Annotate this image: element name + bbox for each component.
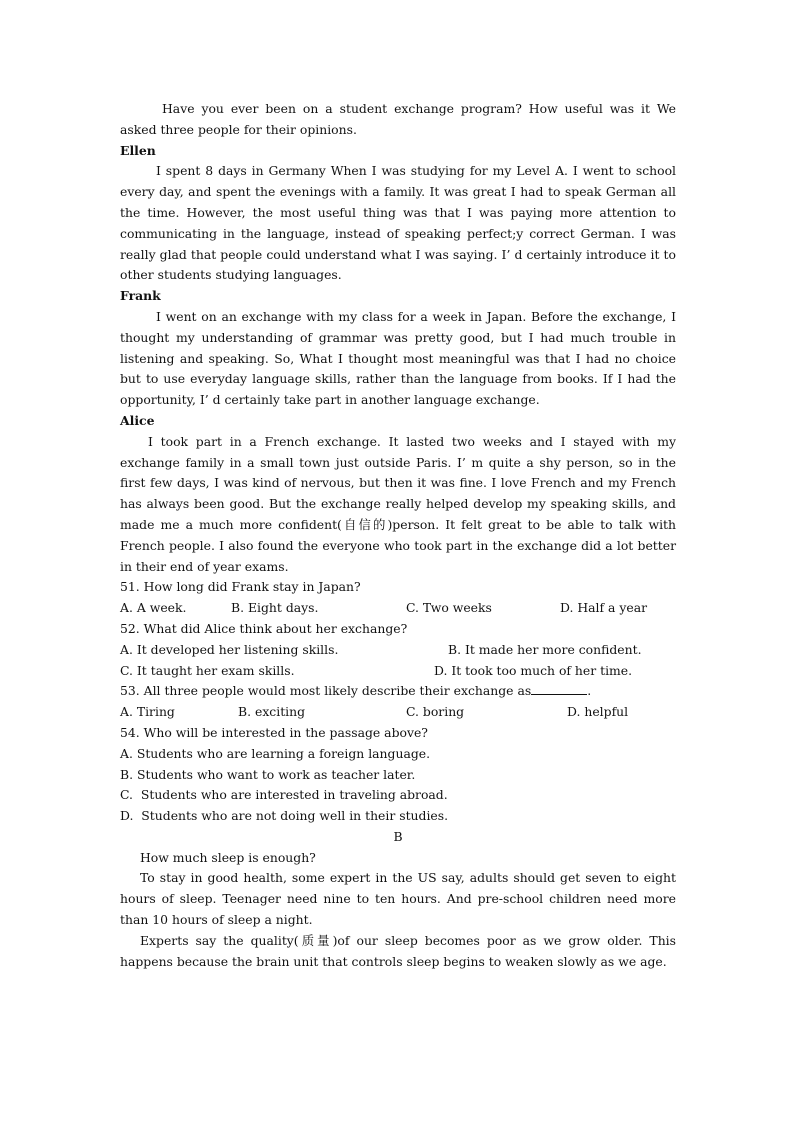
speaker-ellen: Ellen — [120, 142, 156, 158]
frank-paragraph: I went on an exchange with my class for a week in Japan. Before the exchange, I thought my understanding of grammar was pretty good, but I had much trouble in listening and speaking. So, What I thought most meaningful was that I had no choice but to use everyday language skills, rather than the language from books. If I had the opportunity, I’ d certainly take part in another language exchange. — [120, 308, 676, 408]
question-51-option-d: D. Half a year — [560, 600, 648, 616]
question-53-stem — [120, 681, 676, 702]
question-51-stem: 51. How long did Frank stay in Japan? — [120, 579, 361, 595]
question-51-option-a: A. A week. — [120, 600, 187, 616]
ellen-paragraph: I spent 8 days in Germany When I was studying for my Level A. I went to school every day, and spent the evenings with a family. It was great I had to speak German all the time. However, the most useful thing was that I was paying more attention to communicating in the language, instead of speaking perfect;y correct German. I was really glad that people could understand what I was saying. I’ d certainly introduce it to other students studying languages. — [120, 163, 676, 283]
speaker-alice: Alice — [120, 412, 155, 428]
question-52-options-row1 — [120, 640, 676, 661]
question-53-option-a: A. Tiring — [120, 704, 175, 720]
passage-b-paragraph-2: Experts say the quality(质量)of our sleep becomes poor as we grow older. This happens because the brain unit that controls sleep begins to weaken slowly as we age. — [120, 932, 676, 969]
document-page — [120, 99, 676, 972]
question-51-option-b: B. Eight days. — [231, 600, 319, 616]
question-53-options — [120, 702, 676, 723]
passage-b-label: B — [393, 828, 403, 844]
question-52-option-b: B. It made her more confident. — [448, 641, 642, 657]
passage-b-title: How much sleep is enough? — [140, 849, 316, 865]
question-53-option-d: D. helpful — [567, 704, 629, 720]
question-54-option-b: B. Students who want to work as teacher later. — [120, 766, 416, 782]
alice-paragraph: I took part in a French exchange. It lasted two weeks and I stayed with my exchange family in a small town just outside Paris. I’ m quite a shy person, so in the first few days, I was kind of nervous, but then it was fine. I love French and my French has always been good. But the exchange really helped develop my speaking skills, and made me a much more confident(自信的)person. It felt great to be able to talk with French people. I also found the everyone who took part in the exchange did a lot better in their end of year exams. — [120, 433, 676, 574]
question-52-stem: 52. What did Alice think about her exchange? — [120, 620, 408, 636]
speaker-frank: Frank — [120, 288, 161, 304]
question-53-stem-text: 53. All three people would most likely describe their exchange as — [120, 683, 532, 699]
question-54-option-c: C. Students who are interested in traveling abroad. — [120, 787, 448, 803]
question-53-stem-end: . — [587, 683, 592, 699]
question-54-option-a: A. Students who are learning a foreign language. — [120, 745, 431, 761]
question-52-option-d: D. It took too much of her time. — [434, 662, 633, 678]
question-52-option-c: C. It taught her exam skills. — [120, 662, 295, 678]
question-53-option-b: B. exciting — [238, 704, 306, 720]
question-53-option-c: C. boring — [406, 704, 465, 720]
passage-b-paragraph-1: To stay in good health, some expert in the US say, adults should get seven to eight hours of sleep. Teenager need nine to ten hours. And pre-school children need more than 10 hours of sleep a night. — [120, 870, 676, 928]
question-54-option-d: D. Students who are not doing well in their studies. — [120, 808, 449, 824]
answer-blank — [531, 682, 587, 695]
question-51-options — [120, 598, 676, 619]
question-51-option-c: C. Two weeks — [406, 600, 492, 616]
passage-a-intro: Have you ever been on a student exchange program? How useful was it We asked three people for their opinions. — [120, 101, 676, 137]
question-52-option-a: A. It developed her listening skills. — [120, 641, 339, 657]
question-54-stem: 54. Who will be interested in the passage above? — [120, 724, 428, 740]
question-52-options-row2 — [120, 661, 676, 682]
